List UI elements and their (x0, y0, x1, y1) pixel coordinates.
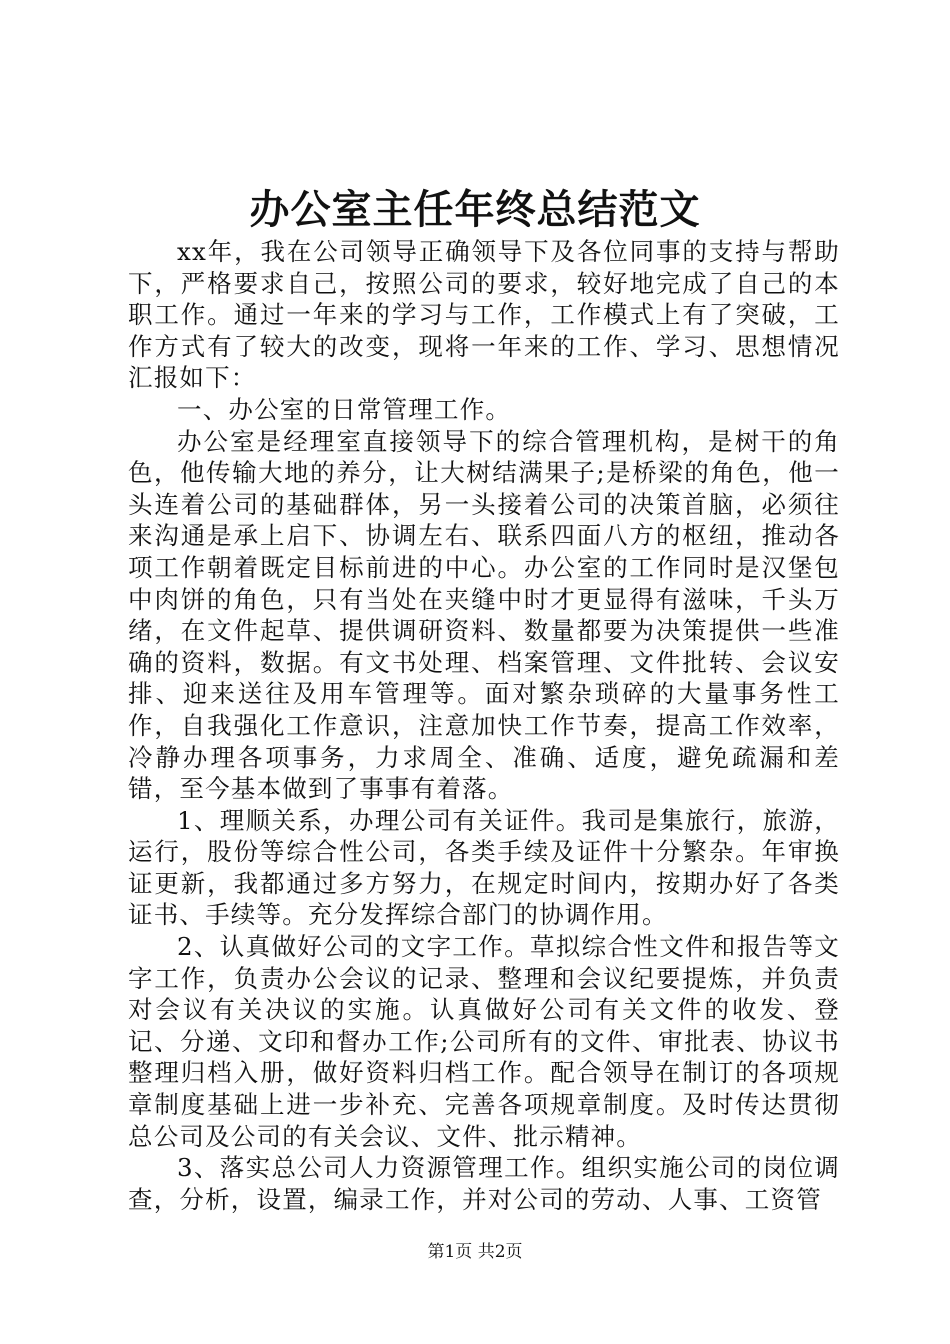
section-heading-1: 一、办公室的日常管理工作。 (177, 394, 512, 424)
paragraph-item-1: 1、理顺关系，办理公司有关证件。我司是集旅行，旅游，运行，股份等综合性公司，各类手续及证件十分繁杂。年审换证更新，我都通过多方努力，在规定时间内，按期办好了各类证书、手续等。充分发挥综合部门的协调作用。 (128, 805, 840, 930)
document-body (128, 236, 840, 1215)
document-title: 办公室主任年终总结范文 (249, 186, 701, 233)
paragraph-intro: xx年，我在公司领导正确领导下及各位同事的支持与帮助下，严格要求自己，按照公司的要求，较好地完成了自己的本职工作。通过一年来的学习与工作，工作模式上有了突破，工作方式有了较大的改变，现将一年来的工作、学习、思想情况汇报如下： (128, 237, 840, 393)
paragraph-office-role: 办公室是经理室直接领导下的综合管理机构，是树干的角色，他传输大地的养分，让大树结满果子;是桥梁的角色，他一头连着公司的基础群体，另一头接着公司的决策首脑，必须往来沟通是承上启下、协调左右、联系四面八方的枢纽，推动各项工作朝着既定目标前进的中心。办公室的工作同时是汉堡包中肉饼的角色，只有当处在夹缝中时才更显得有滋味，千头万绪，在文件起草、提供调研资料、数量都要为决策提供一些准确的资料，数据。有文书处理、档案管理、文件批转、会议安排、迎来送往及用车管理等。面对繁杂琐碎的大量事务性工作，自我强化工作意识，注意加快工作节奏，提高工作效率，冷静办理各项事务，力求周全、准确、适度，避免疏漏和差错，至今基本做到了事事有着落。 (128, 426, 840, 804)
paragraph-item-3: 3、落实总公司人力资源管理工作。组织实施公司的岗位调查，分析，设置，编录工作，并对公司的劳动、人事、工资管 (128, 1153, 840, 1214)
paragraph-item-2: 2、认真做好公司的文字工作。草拟综合性文件和报告等文字工作，负责办公会议的记录、整理和会议纪要提炼，并负责对会议有关决议的实施。认真做好公司有关文件的收发、登记、分递、文印和督办工作;公司所有的文件、审批表、协议书整理归档入册，做好资料归档工作。配合领导在制订的各项规章制度基础上进一步补充、完善各项规章制度。及时传达贯彻总公司及公司的有关会议、文件、批示精神。 (128, 932, 840, 1151)
page-footer: 第1页 共2页 (427, 1242, 523, 1262)
